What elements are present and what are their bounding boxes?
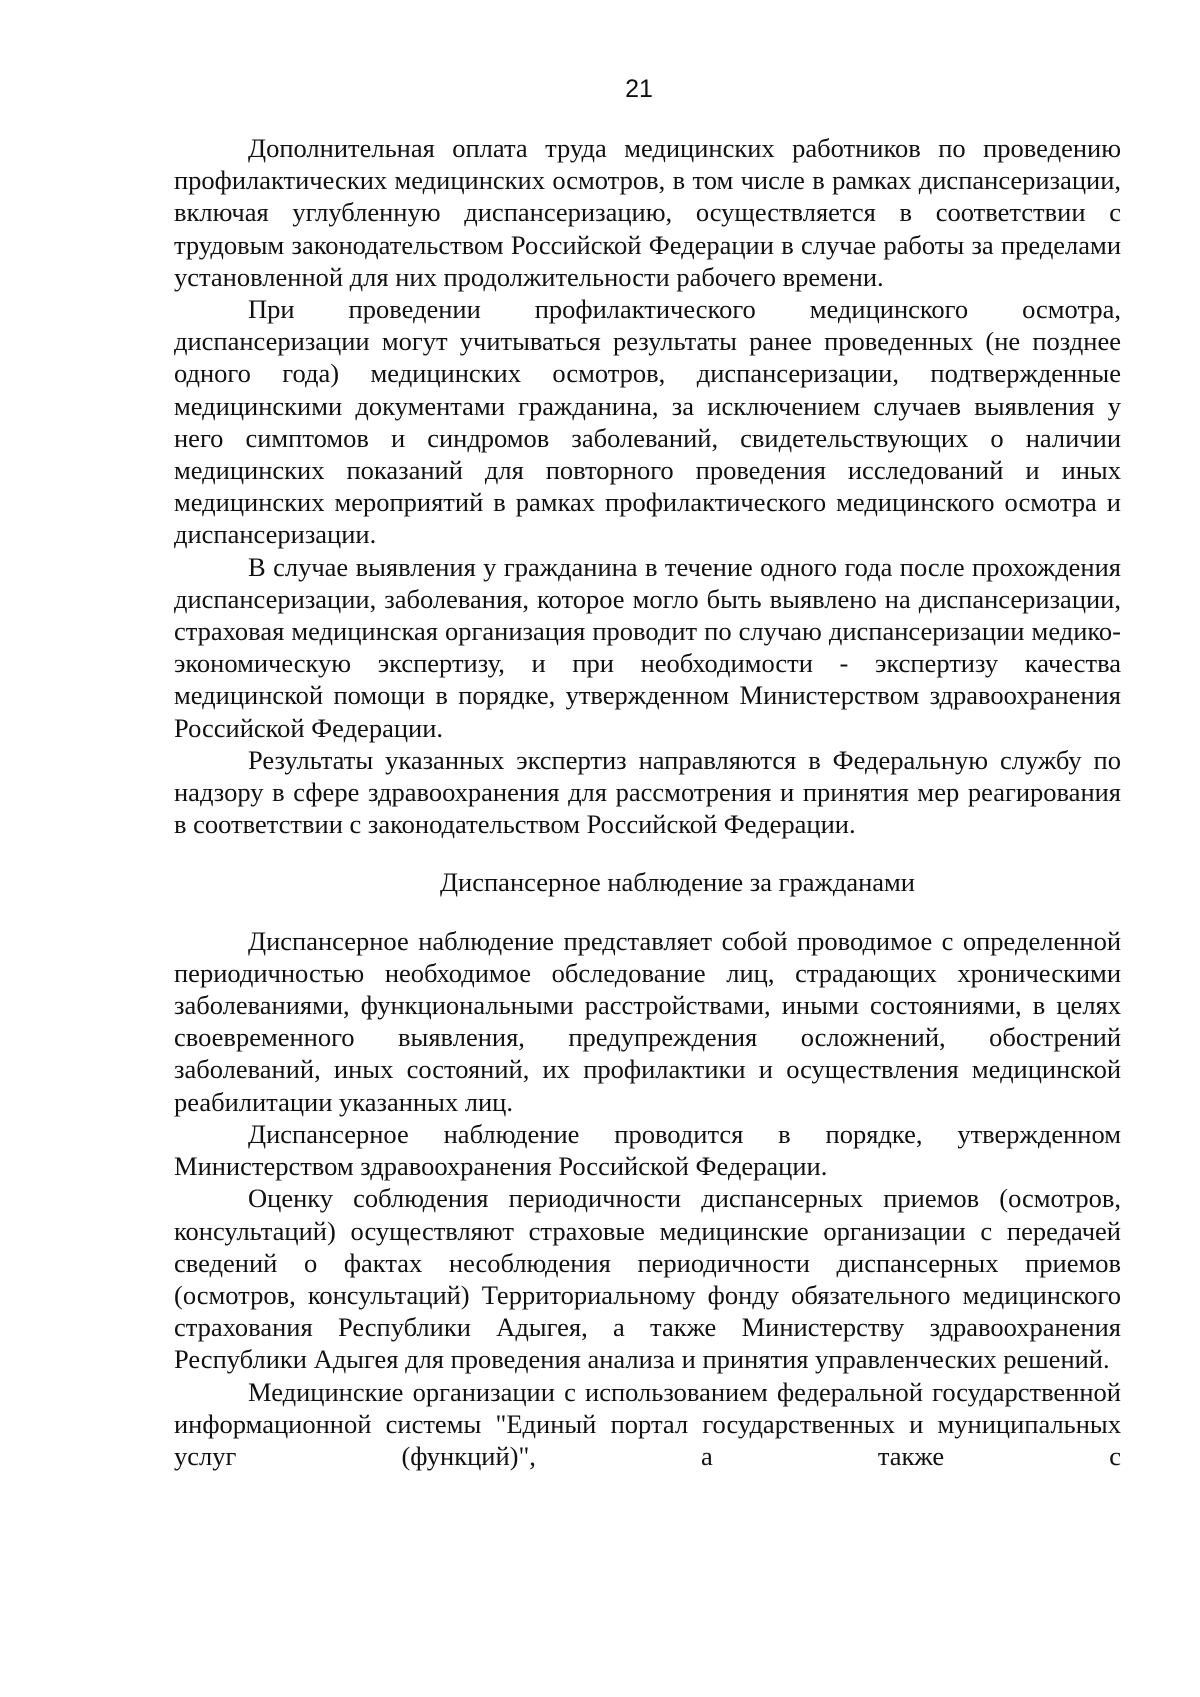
paragraph-expertise-case: В случае выявления у гражданина в течение одного года после прохождения диспансеризации, заболевания, которое могло быть выявлено на диспансеризации, страховая медицинская организация проводит по случаю диспансеризации медико-экономическую экспертизу, и при необходимости - экспертизу качества медицинской помощи в порядке, утвержденном Министерством здравоохранения Российской Федерации.: [174, 551, 1121, 743]
paragraph-medical-organizations: Медицинские организации с использованием федеральной государственной информационной системы "Единый портал государственных и муниципальных услуг (функций)", а также с: [174, 1376, 1121, 1471]
page-number: 21: [625, 75, 653, 103]
section-heading: Диспансерное наблюдение за гражданами: [439, 867, 915, 898]
paragraph-dispensary-procedure: Диспансерное наблюдение проводится в порядке, утвержденном Министерством здравоохранения Российской Федерации.: [174, 1118, 1121, 1182]
paragraph-expertise-results: Результаты указанных экспертиз направляются в Федеральную службу по надзору в сфере здравоохранения для рассмотрения и принятия мер реагирования в соответствии с законодательством Российской Федерации.: [174, 744, 1121, 840]
paragraph-dispensary-definition: Диспансерное наблюдение представляет собой проводимое с определенной периодичностью необходимое обследование лиц, страдающих хроническими заболеваниями, функциональными расстройствами, иными состояниями, в целях своевременного выявления, предупреждения осложнений, обострений заболеваний, иных состояний, их профилактики и осуществления медицинской реабилитации указанных лиц.: [174, 925, 1121, 1117]
document-body: [174, 132, 1121, 1472]
paragraph-additional-pay: Дополнительная оплата труда медицинских работников по проведению профилактических медицинских осмотров, в том числе в рамках диспансеризации, включая углубленную диспансеризацию, осуществляется в соответствии с трудовым законодательством Российской Федерации в случае работы за пределами установленной для них продолжительности рабочего времени.: [174, 133, 1121, 292]
paragraph-previous-results: При проведении профилактического медицинского осмотра, диспансеризации могут учитываться результаты ранее проведенных (не позднее одного года) медицинских осмотров, диспансеризации, подтвержденные медицинскими документами гражданина, за исключением случаев выявления у него симптомов и синдромов заболеваний, свидетельствующих о наличии медицинских показаний для повторного проведения исследований и иных медицинских мероприятий в рамках профилактического медицинского осмотра и диспансеризации.: [174, 294, 1121, 550]
paragraph-periodicity-assessment: Оценку соблюдения периодичности диспансерных приемов (осмотров, консультаций) осуществляют страховые медицинские организации с передачей сведений о фактах несоблюдения периодичности диспансерных приемов (осмотров, консультаций) Территориальному фонду обязательного медицинского страхования Республики Адыгея, а также Министерству здравоохранения Республики Адыгея для проведения анализа и принятия управленческих решений.: [174, 1183, 1121, 1375]
